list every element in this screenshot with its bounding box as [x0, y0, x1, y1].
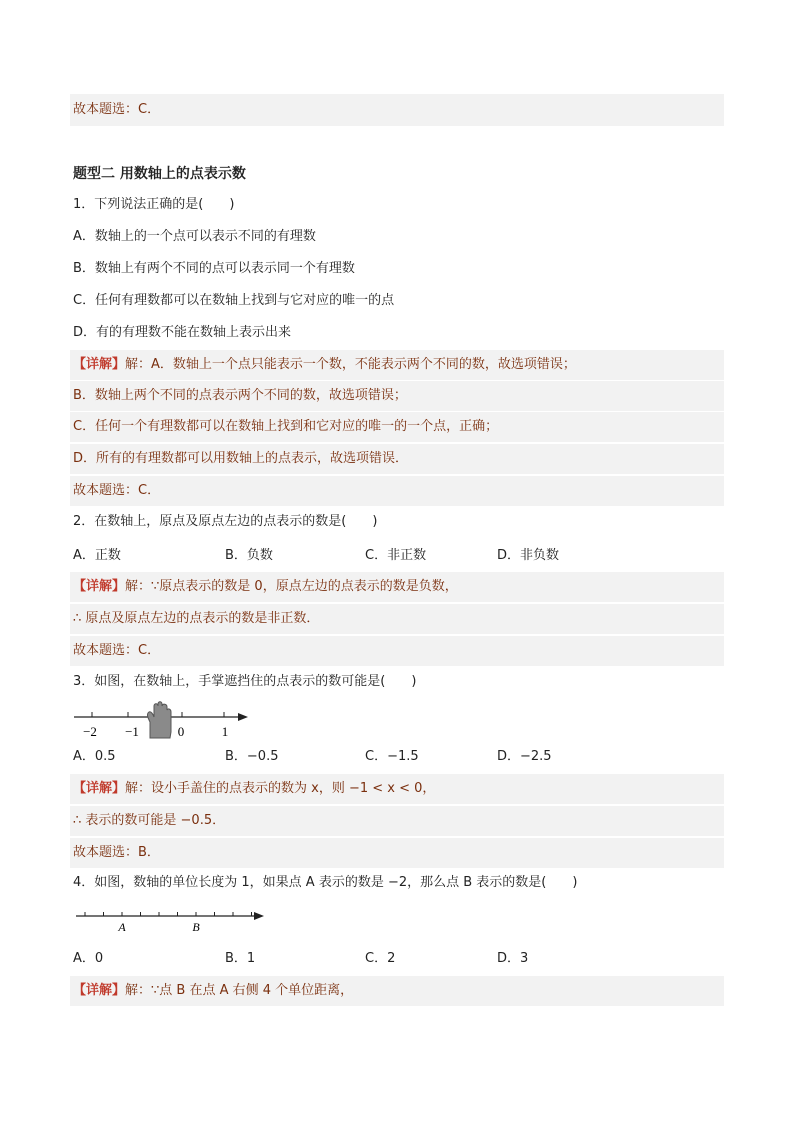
q2-detail-text-1: 解：∵原点表示的数是 0，原点左边的点表示的数是负数，	[125, 579, 458, 594]
q4-option-c: C．2	[365, 951, 396, 966]
q3-detail-line-2: ∴ 表示的数可能是 −0.5．	[70, 806, 724, 836]
q3-detail-line-1	[70, 774, 724, 804]
q4-detail-tag: 【详解】	[73, 983, 126, 998]
q3-option-a: A．0.5	[73, 749, 116, 764]
q3-axis-label: −1	[125, 724, 139, 739]
q1-detail-text-1: 解：A．数轴上一个点只能表示一个数，不能表示两个不同的数，故选项错误；	[125, 357, 576, 372]
q2-option-a: A．正数	[73, 548, 121, 563]
q3-number-line-figure	[70, 700, 260, 740]
q1-option-a: A．数轴上的一个点可以表示不同的有理数	[73, 229, 316, 244]
q3-axis-label: −2	[83, 724, 97, 739]
q4-options	[70, 948, 724, 970]
q3-axis-label: 0	[177, 724, 185, 739]
section-title: 题型二 用数轴上的点表示数	[73, 166, 246, 182]
q4-number-line-figure	[70, 904, 270, 936]
q3-options	[70, 746, 724, 768]
q3-option-d: D．−2.5	[497, 749, 552, 764]
q4-axis-arrow	[254, 912, 264, 920]
q3-answer: 故本题选：B．	[70, 838, 724, 868]
q1-option-c: C．任何有理数都可以在数轴上找到与它对应的唯一的点	[73, 293, 395, 308]
q1-option-d: D．有的有理数不能在数轴上表示出来	[73, 325, 292, 340]
q4-option-b: B．1	[225, 951, 256, 966]
q1-answer: 故本题选：C．	[70, 476, 724, 506]
q4-axis-label: A	[118, 920, 126, 934]
q1-stem: 1．下列说法正确的是( )	[73, 197, 235, 212]
q2-detail-tag: 【详解】	[73, 579, 126, 594]
q3-axis-label: 1	[221, 724, 229, 739]
q2-detail-line-2: ∴ 原点及原点左边的点表示的数是非正数．	[70, 604, 724, 634]
q2-stem: 2．在数轴上，原点及原点左边的点表示的数是( )	[73, 514, 378, 529]
q3-axis-arrow	[238, 713, 248, 721]
q4-option-a: A．0	[73, 951, 104, 966]
q4-option-d: D．3	[497, 951, 529, 966]
q3-detail-text-1: 解：设小手盖住的点表示的数为 x，则 −1 < x < 0，	[125, 781, 436, 796]
q3-stem: 3．如图，在数轴上，手掌遮挡住的点表示的数可能是( )	[73, 674, 417, 689]
q2-options	[70, 545, 724, 567]
q4-axis-label: B	[192, 920, 200, 934]
q2-detail-line-1	[70, 572, 724, 602]
hand-icon	[147, 702, 171, 738]
q1-detail-line-2: B．数轴上两个不同的点表示两个不同的数，故选项错误；	[70, 381, 724, 411]
q1-detail-line-4: D．所有的有理数都可以用数轴上的点表示，故选项错误．	[70, 444, 724, 474]
q1-detail-line-1	[70, 350, 724, 380]
q1-detail-line-3: C．任何一个有理数都可以在数轴上找到和它对应的唯一的一个点，正确；	[70, 412, 724, 442]
q4-detail-text-1: 解：∵点 B 在点 A 右侧 4 个单位距离，	[125, 983, 354, 998]
top-answer: 故本题选：C．	[70, 94, 724, 126]
q2-answer: 故本题选：C．	[70, 636, 724, 666]
q2-option-b: B．负数	[225, 548, 273, 563]
q3-option-b: B．−0.5	[225, 749, 279, 764]
q1-detail-tag: 【详解】	[73, 357, 126, 372]
q1-option-b: B．数轴上有两个不同的点可以表示同一个有理数	[73, 261, 355, 276]
q3-detail-tag: 【详解】	[73, 781, 126, 796]
q2-option-c: C．非正数	[365, 548, 427, 563]
q3-option-c: C．−1.5	[365, 749, 419, 764]
q4-stem: 4．如图，数轴的单位长度为 1，如果点 A 表示的数是 −2，那么点 B 表示的数是( )	[73, 875, 578, 890]
q2-option-d: D．非负数	[497, 548, 560, 563]
q4-detail-line-1	[70, 976, 724, 1006]
